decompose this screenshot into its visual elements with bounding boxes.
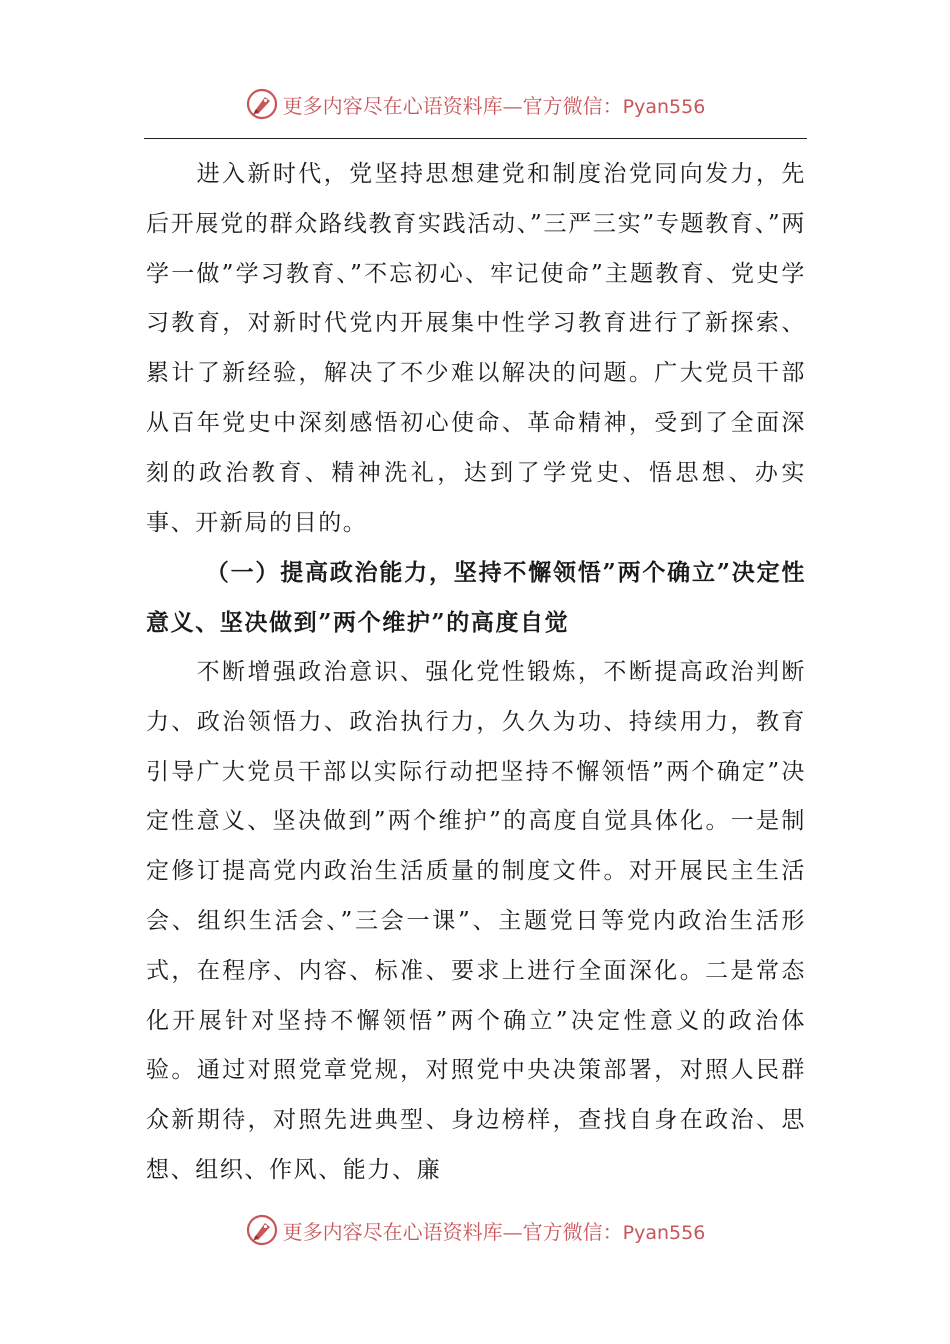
pen-nib-logo-icon xyxy=(245,1213,279,1247)
header-divider xyxy=(144,138,807,139)
banner-wechat-id: Pyan556 xyxy=(622,1221,706,1244)
body-paragraph: 不断增强政治意识、强化党性锻炼，不断提高政治判断力、政治领悟力、政治执行力，久久为功、持续用力，教育引导广大党员干部以实际行动把坚持不懈领悟”两个确定”决定性意义、坚决做到”两个维护”的高度自觉具体化。一是制定修订提高党内政治生活质量的制度文件。对开展民主生活会、组织生活会、”三会一课”、主题党日等党内政治生活形式，在程序、内容、标准、要求上进行全面深化。二是常态化开展针对坚持不懈领悟”两个确立”决定性意义的政治体验。通过对照党章党规，对照党中央决策部署，对照人民群众新期待，对照先进典型、身边榜样，查找自身在政治、思想、组织、作风、能力、廉 xyxy=(146,658,806,1183)
document-body xyxy=(146,150,806,1196)
pen-nib-logo-icon xyxy=(245,87,279,121)
banner-slogan: 更多内容尽在心语资料库—官方微信： xyxy=(282,93,623,118)
body-paragraph: 进入新时代，党坚持思想建党和制度治党同向发力，先后开展党的群众路线教育实践活动、”三严三实”专题教育、”两学一做”学习教育、”不忘初心、牢记使命”主题教育、党史学习教育，对新时代党内开展集中性学习教育进行了新探索、累计了新经验，解决了不少难以解决的问题。广大党员干部从百年党史中深刻感悟初心使命、革命精神，受到了全面深刻的政治教育、精神洗礼，达到了学党史、悟思想、办实事、开新局的目的。 xyxy=(146,161,806,536)
header-banner xyxy=(0,82,950,126)
banner-slogan: 更多内容尽在心语资料库—官方微信： xyxy=(282,1219,623,1244)
banner-text xyxy=(283,90,706,119)
section-heading: （一）提高政治能力，坚持不懈领悟”两个确立”决定性意义、坚决做到”两个维护”的高度自觉 xyxy=(146,559,806,637)
banner-wechat-id: Pyan556 xyxy=(622,95,706,118)
footer-banner xyxy=(0,1208,950,1252)
banner-text xyxy=(283,1216,706,1245)
